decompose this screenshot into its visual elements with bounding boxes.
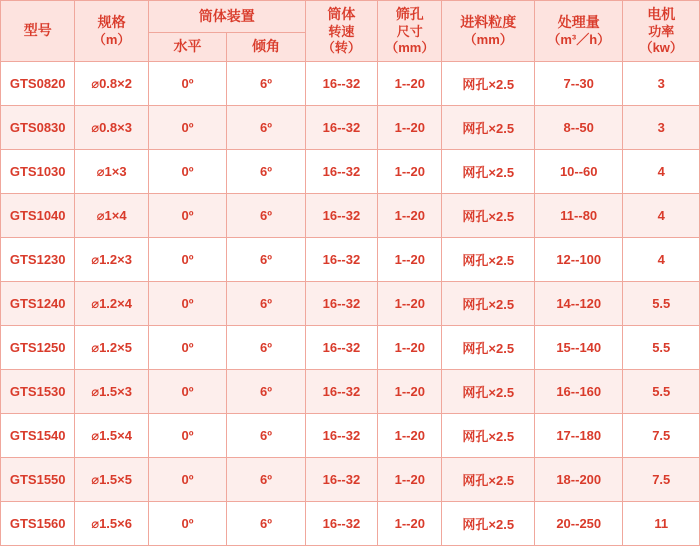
header-sieve-unit: （mm） [385, 39, 435, 55]
cell-horizontal: 0º [148, 414, 226, 458]
cell-capacity: 20--250 [534, 502, 623, 546]
cell-inclination: 6º [227, 238, 305, 282]
header-speed-line2: 转速 [328, 23, 355, 39]
cell-inclination: 6º [227, 502, 305, 546]
cell-feed: 网孔×2.5 [442, 458, 535, 502]
cell-model: GTS0830 [1, 106, 75, 150]
cell-speed: 16--32 [305, 62, 377, 106]
cell-power: 5.5 [623, 326, 700, 370]
table-row [1, 370, 700, 414]
cell-inclination: 6º [227, 150, 305, 194]
cell-capacity: 10--60 [534, 150, 623, 194]
cell-power: 5.5 [623, 282, 700, 326]
cell-horizontal: 0º [148, 282, 226, 326]
cell-power: 4 [623, 238, 700, 282]
cell-feed: 网孔×2.5 [442, 414, 535, 458]
cell-model: GTS1550 [1, 458, 75, 502]
cell-sieve: 1--20 [378, 326, 442, 370]
cell-horizontal: 0º [148, 458, 226, 502]
header-horizontal [148, 33, 226, 62]
cell-spec: ⌀1×3 [75, 150, 148, 194]
cell-power: 4 [623, 194, 700, 238]
cell-feed: 网孔×2.5 [442, 106, 535, 150]
cell-horizontal: 0º [148, 106, 226, 150]
cell-model: GTS1240 [1, 282, 75, 326]
header-power-line2: 功率 [648, 23, 675, 39]
cell-horizontal: 0º [148, 62, 226, 106]
cell-feed: 网孔×2.5 [442, 194, 535, 238]
header-spec-unit: （m） [92, 31, 131, 47]
cell-speed: 16--32 [305, 414, 377, 458]
cell-capacity: 16--160 [534, 370, 623, 414]
cell-inclination: 6º [227, 62, 305, 106]
cell-sieve: 1--20 [378, 194, 442, 238]
cell-spec: ⌀1.5×5 [75, 458, 148, 502]
header-speed-line1: 筒体 [327, 6, 356, 22]
table-row [1, 62, 700, 106]
header-speed [305, 1, 377, 62]
cell-model: GTS0820 [1, 62, 75, 106]
cell-spec: ⌀1.5×3 [75, 370, 148, 414]
header-feed-unit: （mm） [463, 31, 513, 47]
header-feed [442, 1, 535, 62]
cell-model: GTS1560 [1, 502, 75, 546]
table-row [1, 414, 700, 458]
header-feed-label: 进料粒度 [460, 14, 517, 31]
cell-sieve: 1--20 [378, 150, 442, 194]
cell-horizontal: 0º [148, 238, 226, 282]
cell-feed: 网孔×2.5 [442, 326, 535, 370]
cell-spec: ⌀1.2×3 [75, 238, 148, 282]
cell-spec: ⌀0.8×3 [75, 106, 148, 150]
header-model-label: 型号 [23, 22, 52, 39]
header-horizontal-label: 水平 [173, 38, 202, 55]
header-sieve-line1: 筛孔 [395, 6, 424, 22]
cell-sieve: 1--20 [378, 238, 442, 282]
cell-capacity: 11--80 [534, 194, 623, 238]
cell-capacity: 12--100 [534, 238, 623, 282]
cell-feed: 网孔×2.5 [442, 282, 535, 326]
header-inclination [227, 33, 305, 62]
cell-horizontal: 0º [148, 502, 226, 546]
cell-spec: ⌀1.2×5 [75, 326, 148, 370]
cell-speed: 16--32 [305, 370, 377, 414]
cell-inclination: 6º [227, 194, 305, 238]
cell-horizontal: 0º [148, 194, 226, 238]
header-sieve-line2: 尺寸 [396, 23, 423, 39]
cell-feed: 网孔×2.5 [442, 238, 535, 282]
header-power-line1: 电机 [647, 6, 676, 22]
cell-spec: ⌀1.5×4 [75, 414, 148, 458]
cell-capacity: 7--30 [534, 62, 623, 106]
cell-speed: 16--32 [305, 326, 377, 370]
cell-speed: 16--32 [305, 106, 377, 150]
cell-power: 3 [623, 62, 700, 106]
cell-speed: 16--32 [305, 194, 377, 238]
cell-inclination: 6º [227, 282, 305, 326]
header-spec [75, 1, 148, 62]
table-row [1, 458, 700, 502]
table-header [1, 1, 700, 62]
cell-model: GTS1230 [1, 238, 75, 282]
cell-inclination: 6º [227, 458, 305, 502]
cell-model: GTS1540 [1, 414, 75, 458]
cell-power: 7.5 [623, 414, 700, 458]
header-capacity-unit: （m³／h） [547, 31, 611, 47]
header-power-unit: （kw） [639, 39, 683, 55]
cell-model: GTS1030 [1, 150, 75, 194]
cell-spec: ⌀1.5×6 [75, 502, 148, 546]
cell-power: 3 [623, 106, 700, 150]
cell-sieve: 1--20 [378, 458, 442, 502]
cell-sieve: 1--20 [378, 106, 442, 150]
cell-inclination: 6º [227, 370, 305, 414]
cell-sieve: 1--20 [378, 62, 442, 106]
cell-horizontal: 0º [148, 150, 226, 194]
cell-power: 7.5 [623, 458, 700, 502]
cell-spec: ⌀0.8×2 [75, 62, 148, 106]
table-row [1, 106, 700, 150]
cell-speed: 16--32 [305, 458, 377, 502]
cell-model: GTS1530 [1, 370, 75, 414]
cell-capacity: 18--200 [534, 458, 623, 502]
cell-feed: 网孔×2.5 [442, 150, 535, 194]
cell-feed: 网孔×2.5 [442, 502, 535, 546]
cell-spec: ⌀1.2×4 [75, 282, 148, 326]
cell-speed: 16--32 [305, 238, 377, 282]
cell-spec: ⌀1×4 [75, 194, 148, 238]
cell-power: 4 [623, 150, 700, 194]
table-row [1, 282, 700, 326]
header-power [623, 1, 700, 62]
table-row [1, 502, 700, 546]
header-capacity-label: 处理量 [557, 14, 600, 31]
cell-sieve: 1--20 [378, 502, 442, 546]
header-capacity [534, 1, 623, 62]
header-spec-label: 规格 [97, 14, 126, 31]
table-body [1, 62, 700, 546]
cell-inclination: 6º [227, 414, 305, 458]
header-drum-group-label: 筒体装置 [198, 7, 255, 24]
cell-capacity: 14--120 [534, 282, 623, 326]
cell-feed: 网孔×2.5 [442, 370, 535, 414]
cell-feed: 网孔×2.5 [442, 62, 535, 106]
cell-speed: 16--32 [305, 502, 377, 546]
header-sieve [378, 1, 442, 62]
cell-capacity: 15--140 [534, 326, 623, 370]
cell-speed: 16--32 [305, 150, 377, 194]
table-row [1, 194, 700, 238]
cell-model: GTS1040 [1, 194, 75, 238]
table-row [1, 326, 700, 370]
header-inclination-label: 倾角 [251, 38, 280, 55]
cell-model: GTS1250 [1, 326, 75, 370]
header-speed-unit: （转） [321, 39, 361, 55]
table-row [1, 150, 700, 194]
header-row-1 [1, 1, 700, 33]
cell-sieve: 1--20 [378, 282, 442, 326]
cell-sieve: 1--20 [378, 370, 442, 414]
table-row [1, 238, 700, 282]
cell-capacity: 17--180 [534, 414, 623, 458]
header-model [1, 1, 75, 62]
cell-power: 5.5 [623, 370, 700, 414]
cell-horizontal: 0º [148, 370, 226, 414]
cell-inclination: 6º [227, 106, 305, 150]
cell-speed: 16--32 [305, 282, 377, 326]
cell-inclination: 6º [227, 326, 305, 370]
cell-sieve: 1--20 [378, 414, 442, 458]
cell-power: 11 [623, 502, 700, 546]
cell-horizontal: 0º [148, 326, 226, 370]
header-drum-group [148, 1, 305, 33]
cell-capacity: 8--50 [534, 106, 623, 150]
